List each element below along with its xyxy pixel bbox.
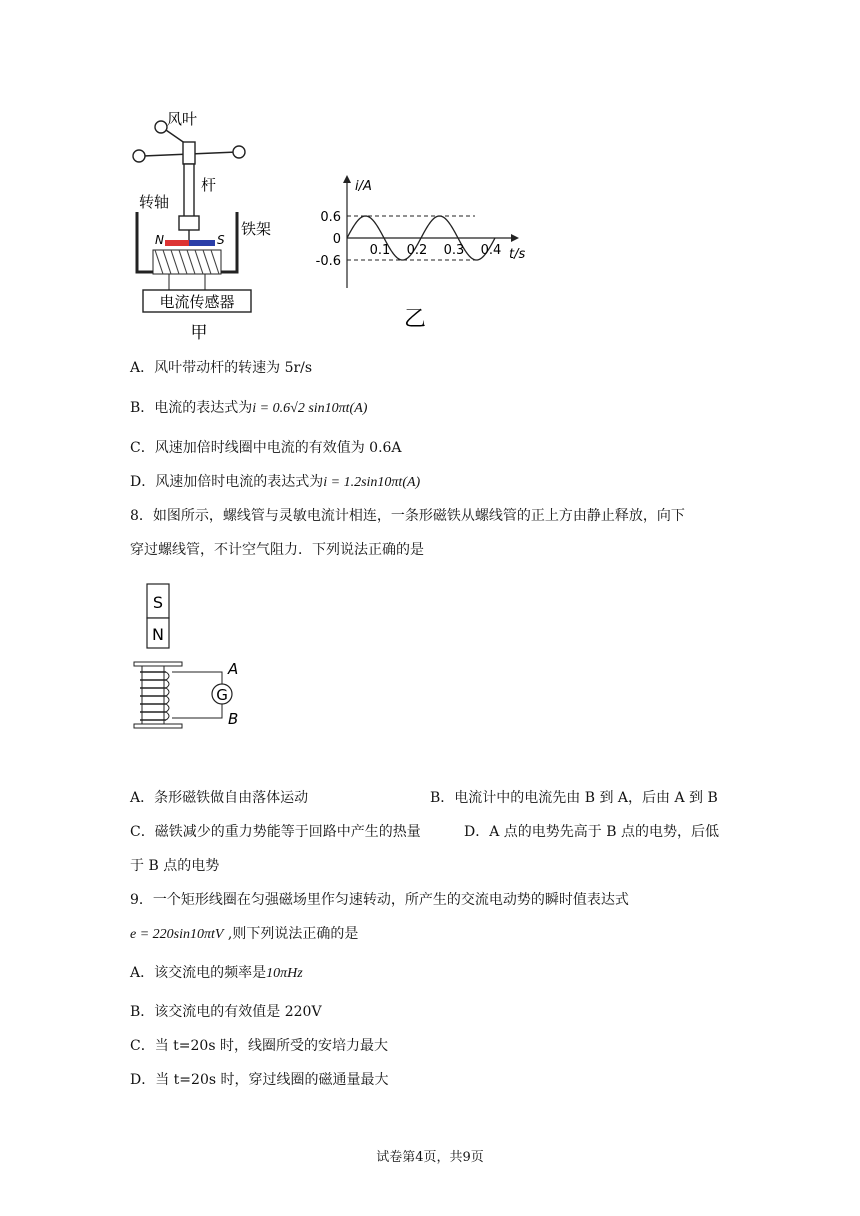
q9-a-formula: 10πHz [266,966,303,981]
q8-stem-line1: 8．如图所示，螺线管与灵敏电流计相连，一条形磁铁从螺线管的正上方由静止释放，向下 [130,508,685,524]
q7-b-formula: i = 0.6√2 sin10πt(A) [252,401,368,416]
current-time-chart [305,170,535,335]
galvanometer-label: G [216,686,228,704]
x-tick-label: 0.2 [406,243,428,258]
point-a-label: A [228,660,239,678]
x-tick-label: 0.1 [369,243,391,258]
q8-option-a: A．条形磁铁做自由落体运动 [130,790,309,806]
q7-d-formula: i = 1.2sin10πt(A) [323,475,421,490]
magnet-s-label: S [152,593,164,612]
q8-option-d-cont: 于 B 点的电势 [130,858,220,874]
q8-stem-line2: 穿过螺线管，不计空气阻力．下列说法正确的是 [130,542,424,558]
label-sensor: 电流传感器 [159,293,235,311]
anemometer-figure [125,110,295,345]
label-zhuanzhou: 转轴 [139,193,170,211]
point-b-label: B [228,710,239,728]
x-tick-label: 0.4 [480,243,502,258]
q7-option-b: B．电流的表达式为i = 0.6√2 sin10πt(A) [130,400,368,416]
q9-option-a: A．该交流电的频率是10πHz [130,965,303,981]
q7-option-a: A．风叶带动杆的转速为 5r/s [130,360,313,376]
q9-stem-line2: e = 220sin10πtV ,则下列说法正确的是 [130,926,359,942]
label-tiejia: 铁架 [241,220,272,238]
y-tick-label: 0.6 [320,210,341,225]
label-n-pole: N [155,233,164,247]
page-footer: 试卷第4页，共9页 [376,1150,484,1165]
q8-option-c: C．磁铁减少的重力势能等于回路中产生的热量 [130,824,421,840]
q8-option-d: D．A 点的电势先高于 B 点的电势，后低 [464,824,719,840]
q9-stem-line1: 9．一个矩形线圈在匀强磁场里作匀速转动，所产生的交流电动势的瞬时值表达式 [130,892,629,908]
solenoid-figure [128,580,258,735]
q8-option-b: B．电流计中的电流先由 B 到 A，后由 A 到 B [430,790,718,806]
caption-yi: 乙 [403,307,427,332]
q9-option-d: D．当 t=20s 时，穿过线圈的磁通量最大 [130,1072,389,1088]
label-fengye: 风叶 [167,110,198,128]
caption-jia: 甲 [190,323,208,343]
q9-option-c: C．当 t=20s 时，线圈所受的安培力最大 [130,1038,388,1054]
q7-option-c: C．风速加倍时线圈中电流的有效值为 0.6A [130,440,402,456]
y-tick-label: 0 [332,232,341,247]
q9-option-b: B．该交流电的有效值是 220V [130,1004,322,1020]
label-gan: 杆 [201,176,217,194]
magnet-n-label: N [152,625,164,644]
q7-option-d: D．风速加倍时电流的表达式为i = 1.2sin10πt(A) [130,474,421,490]
y-axis-label: i/A [355,179,372,194]
q9-formula: e = 220sin10πtV [130,927,224,942]
x-tick-label: 0.3 [443,243,465,258]
label-s-pole: S [217,233,225,247]
y-tick-label: -0.6 [315,254,341,269]
x-axis-label: t/s [509,247,526,262]
